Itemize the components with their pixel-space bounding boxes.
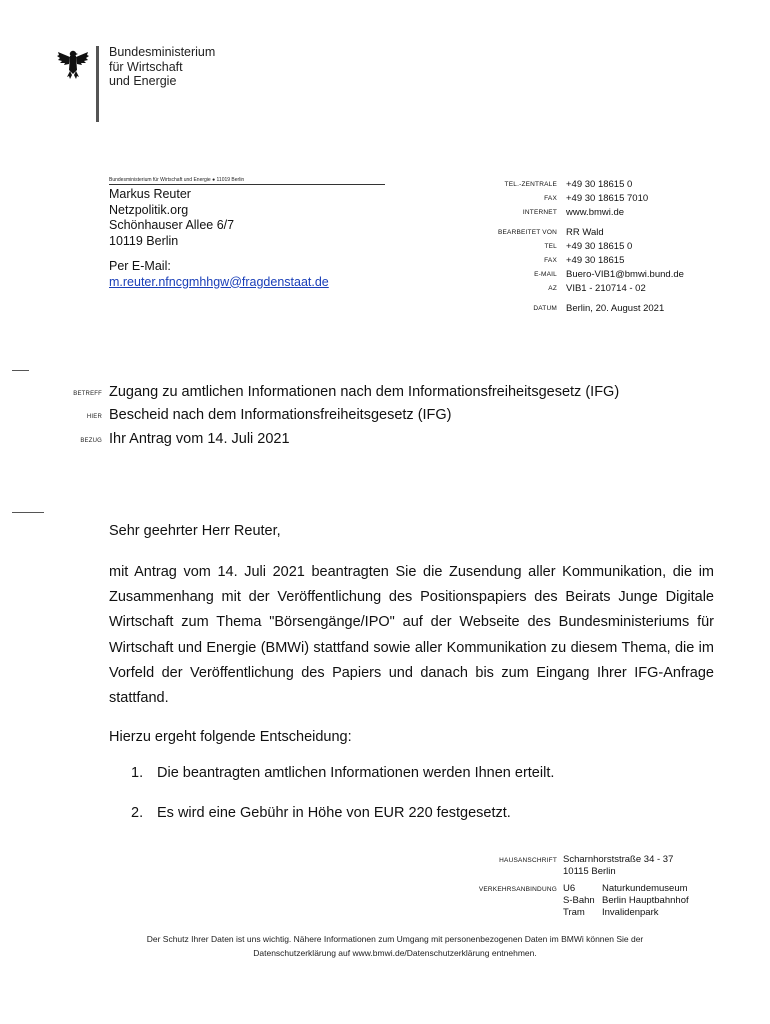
ministry-logo-text — [109, 45, 215, 89]
betreff-label: BETREFF — [73, 391, 102, 397]
transit-line: U6 — [563, 883, 576, 894]
value-az: VIB1 - 210714 - 02 — [566, 283, 646, 294]
label-az: AZ — [548, 285, 557, 292]
value-zentrale: +49 30 18615 0 — [566, 179, 633, 190]
salutation: Sehr geehrter Herr Reuter, — [109, 523, 281, 539]
decision-intro: Hierzu ergeht folgende Entscheidung: — [109, 729, 352, 745]
label-fax-2: FAX — [544, 257, 557, 264]
transit-stop: Invalidenpark — [602, 907, 659, 918]
return-address: Bundesministerium für Wirtschaft und Energie ● 11019 Berlin — [109, 177, 385, 185]
verkehr-label: VERKEHRSANBINDUNG — [478, 886, 557, 893]
logo-line-2: für Wirtschaft — [109, 59, 183, 74]
privacy-notice — [60, 932, 730, 960]
privacy-line-1: Der Schutz Ihrer Daten ist uns wichtig. Nähere Informationen zum Umgang mit personenbezogenen Daten im BMWi können Sie der — [146, 934, 644, 944]
value-tel: +49 30 18615 0 — [566, 241, 633, 252]
value-internet: www.bmwi.de — [566, 207, 625, 218]
label-email: E-MAIL — [534, 271, 557, 278]
transit-line: S-Bahn — [563, 895, 595, 906]
value-fax-2: +49 30 18615 — [566, 255, 625, 266]
transit-line: Tram — [563, 907, 585, 918]
logo-line-1: Bundesministerium — [109, 45, 216, 59]
hier-text: Bescheid nach dem Informationsfreiheitsgesetz (IFG) — [109, 407, 452, 423]
list-number: 1. — [131, 765, 144, 781]
hier-label: HIER — [86, 414, 102, 420]
value-fax: +49 30 18615 7010 — [566, 193, 649, 204]
recipient-address — [109, 187, 329, 290]
fold-mark — [12, 370, 29, 371]
hausanschrift-street: Scharnhorststraße 34 - 37 — [563, 854, 674, 865]
label-zentrale: TEL.-ZENTRALE — [504, 181, 557, 188]
label-fax: FAX — [544, 195, 557, 202]
label-internet: INTERNET — [522, 209, 557, 216]
bezug-label: BEZUG — [80, 438, 102, 444]
privacy-line-2: Datenschutzerklärung auf www.bmwi.de/Datenschutzerklärung entnehmen. — [253, 948, 537, 958]
contact-values — [566, 178, 684, 316]
transit-lines — [563, 883, 595, 919]
logo-line-3: und Energie — [109, 74, 177, 88]
value-email: Buero-VIB1@bmwi.bund.de — [566, 269, 684, 280]
label-datum: DATUM — [533, 305, 557, 312]
recipient-street: Schönhauser Allee 6/7 — [109, 218, 235, 232]
hausanschrift-city: 10115 Berlin — [563, 866, 616, 877]
contact-labels — [440, 178, 557, 316]
transit-stop: Naturkundemuseum — [602, 883, 688, 894]
transit-stop: Berlin Hauptbahnhof — [602, 895, 689, 906]
recipient-org: Netzpolitik.org — [109, 202, 189, 217]
transit-stops — [602, 883, 689, 919]
logo-divider — [96, 46, 99, 122]
value-bearbeitet: RR Wald — [566, 227, 604, 238]
email-label: Per E-Mail: — [109, 259, 171, 273]
recipient-email-link[interactable]: m.reuter.nfncgmhhgw@fragdenstaat.de — [109, 274, 329, 289]
hausanschrift — [563, 854, 673, 878]
hausanschrift-label: HAUSANSCHRIFT — [499, 857, 557, 864]
bezug-text: Ihr Antrag vom 14. Juli 2021 — [109, 431, 290, 447]
label-tel: TEL — [544, 243, 557, 250]
body-paragraph: mit Antrag vom 14. Juli 2021 beantragten Sie die Zusendung aller Kommunikation, die im Zusammenhang mit der Veröffentlichung des Positionspapiers des Beirats Junge Digitale Wirtschaft zum Thema "Börsengänge/IPO" auf der Webseite des Bundesministeriums für Wirtschaft und Energie (BMWi) stattfand sowie aller Kommunikation zu diesem Thema, die im Vorfeld der Veröffentlichung des Papiers und danach bis zum Eingang Ihrer IFG-Anfrage stattfand. — [109, 564, 714, 707]
list-item: Die beantragten amtlichen Informationen werden Ihnen erteilt. — [157, 765, 555, 781]
recipient-name: Markus Reuter — [109, 187, 191, 201]
betreff-text: Zugang zu amtlichen Informationen nach dem Informationsfreiheitsgesetz (IFG) — [109, 384, 620, 400]
value-datum: Berlin, 20. August 2021 — [566, 303, 665, 314]
punch-mark — [12, 512, 44, 513]
list-item: Es wird eine Gebühr in Höhe von EUR 220 festgesetzt. — [157, 805, 511, 821]
label-bearbeitet: BEARBEITET VON — [497, 229, 557, 236]
recipient-city: 10119 Berlin — [109, 233, 179, 248]
federal-eagle-icon — [56, 44, 90, 80]
list-number: 2. — [131, 805, 144, 821]
